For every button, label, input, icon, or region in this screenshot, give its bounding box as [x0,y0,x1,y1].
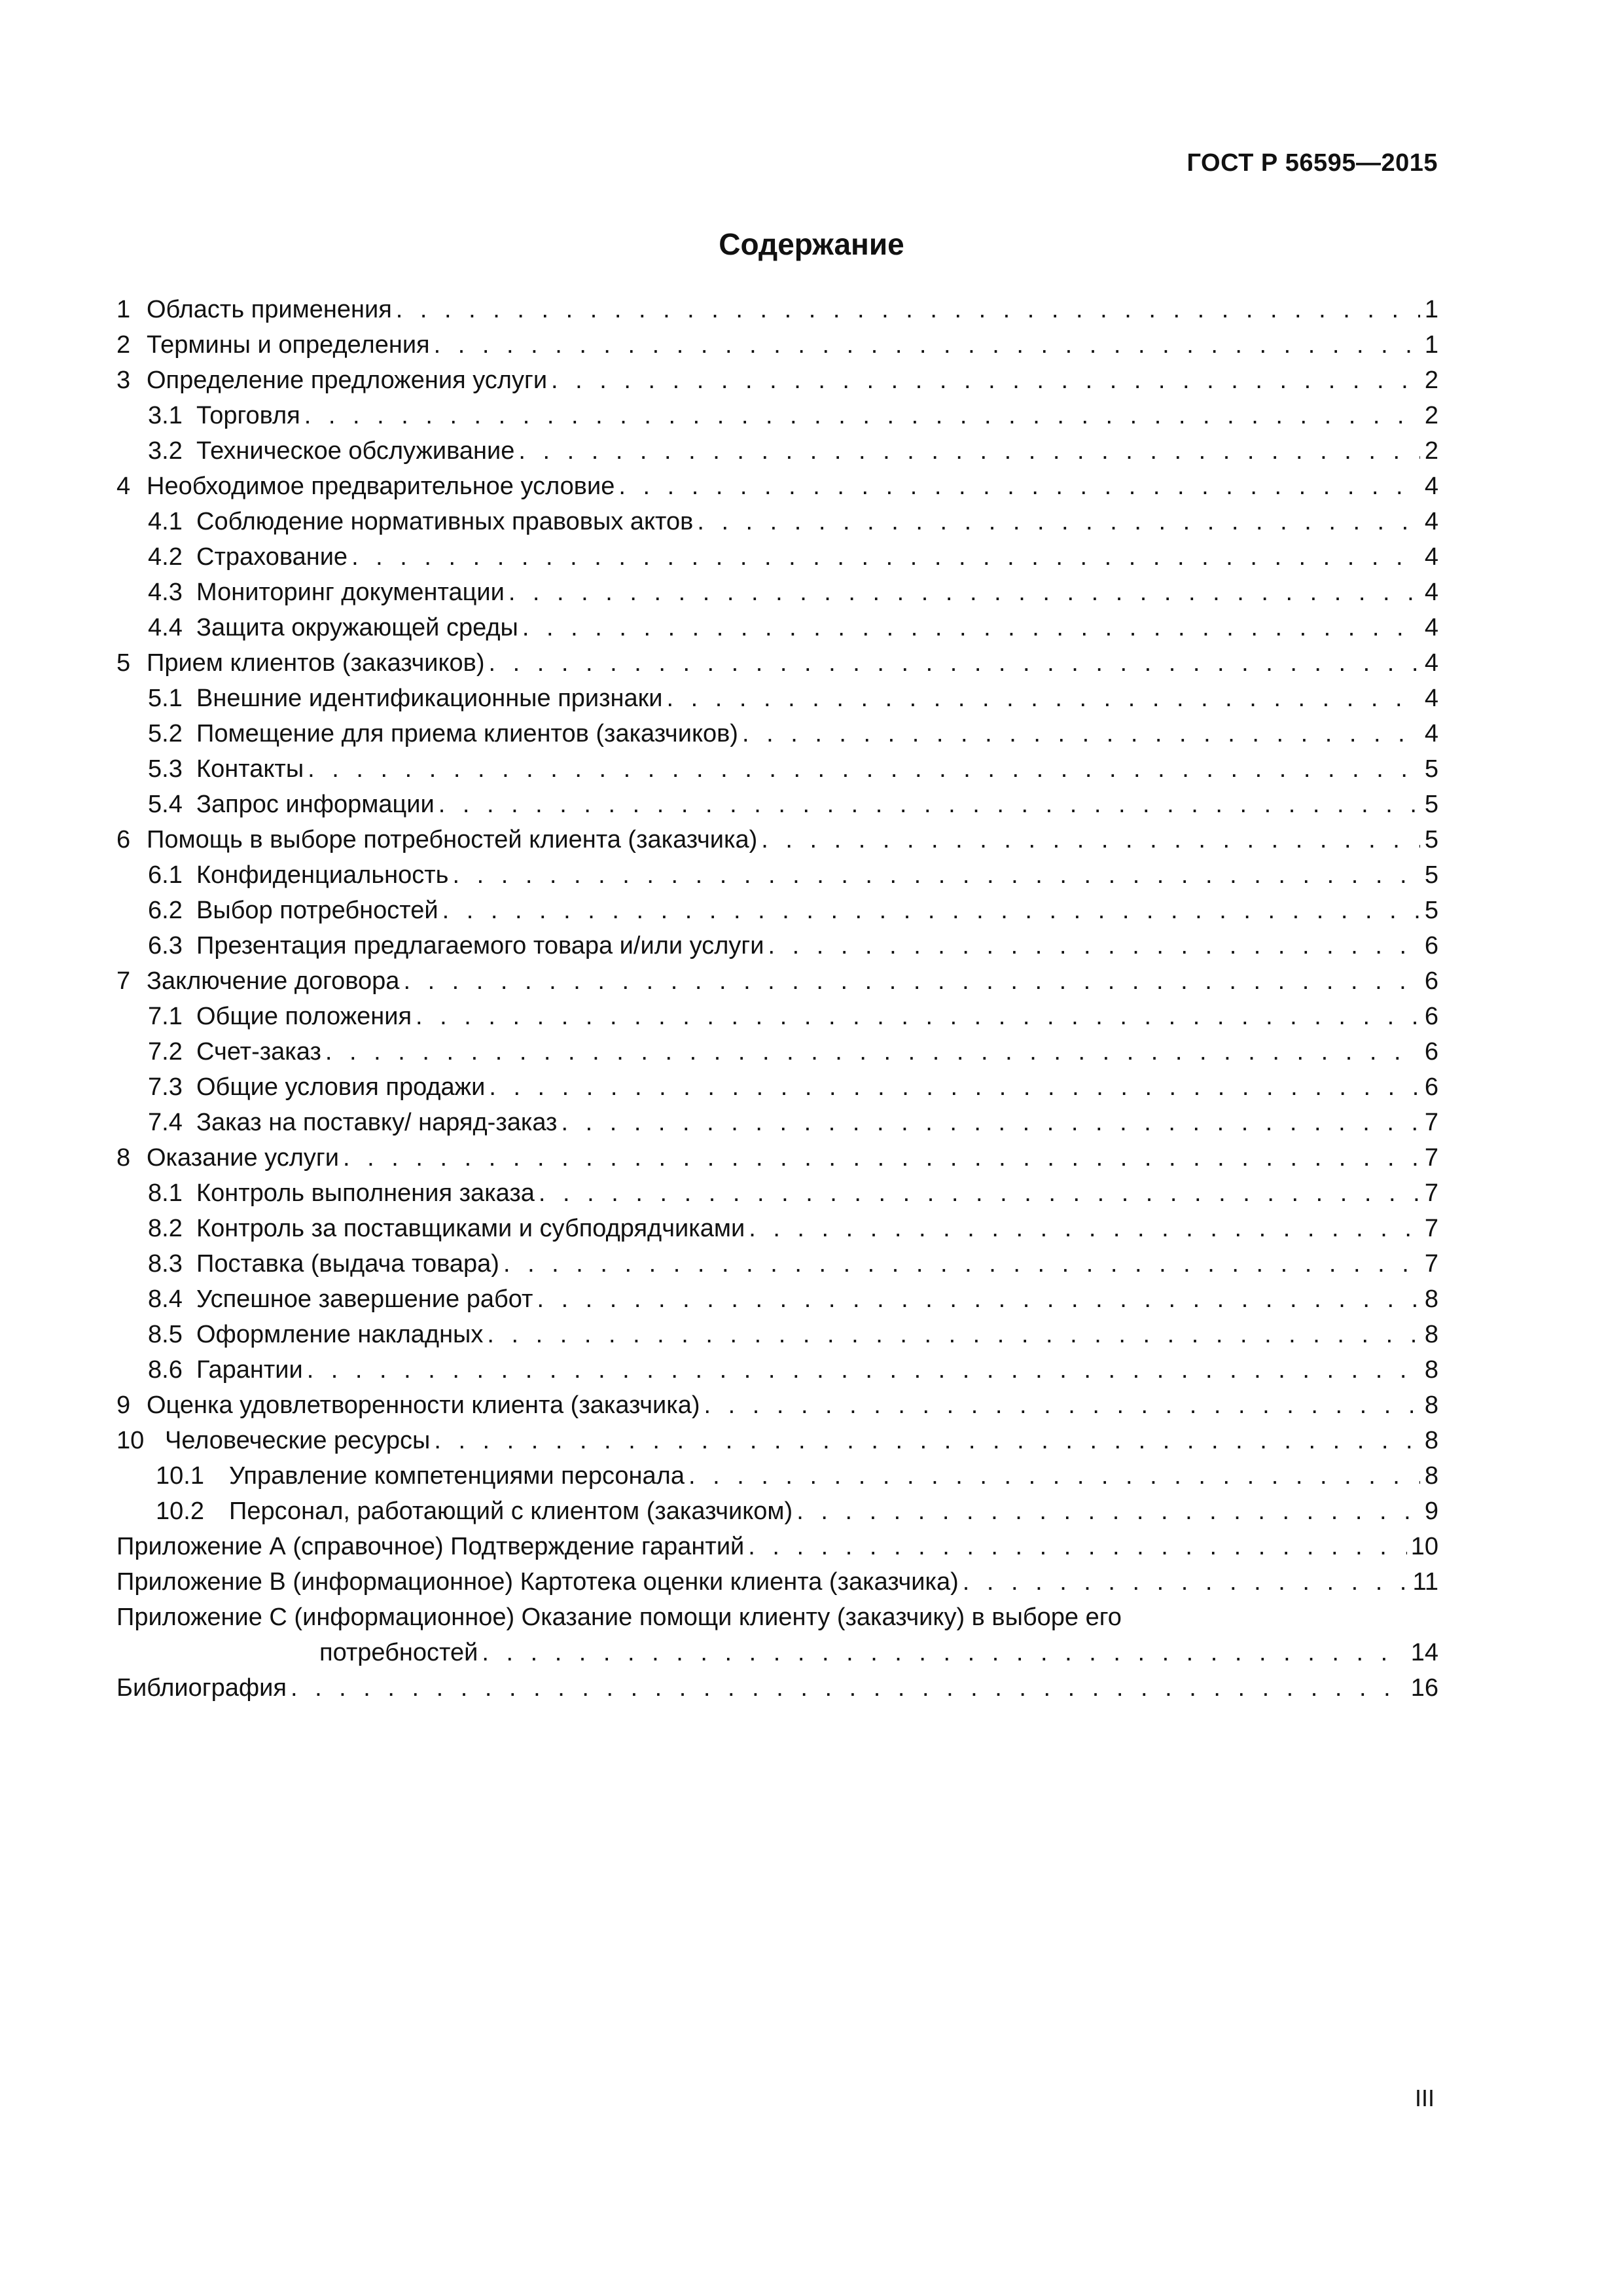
toc-page: 1 [1424,296,1438,323]
toc-page: 8 [1424,1321,1438,1348]
toc-entry[interactable] [116,433,1438,469]
toc-page: 8 [1424,1285,1438,1313]
toc-title: Оценка удовлетворенности клиента (заказчика) [147,1391,700,1419]
toc-number: 8 [116,1144,131,1172]
table-of-contents [116,292,1438,1706]
toc-title: Контроль за поставщиками и субподрядчиками [196,1215,745,1242]
toc-number: 1 [116,296,131,323]
toc-number: 5.4 [148,791,183,818]
toc-entry[interactable] [116,1069,1438,1105]
toc-page: 6 [1424,1073,1438,1101]
toc-number: 10.2 [156,1498,204,1525]
toc-number: 3 [116,367,131,394]
toc-entry[interactable] [116,1246,1438,1282]
toc-leader [697,504,1420,539]
toc-number: 6.2 [148,897,183,924]
toc-entry[interactable] [116,1388,1438,1423]
toc-page: 6 [1424,932,1438,960]
toc-entry[interactable] [116,716,1438,751]
toc-entry[interactable] [116,575,1438,610]
toc-leader [688,1458,1420,1494]
toc-title: Общие условия продажи [196,1073,486,1101]
toc-leader [503,1246,1420,1282]
toc-title: Персонал, работающий с клиентом (заказчиком) [229,1498,793,1525]
toc-page: 4 [1424,614,1438,641]
toc-leader [518,433,1420,469]
toc-entry[interactable] [116,1105,1438,1140]
toc-entry[interactable] [116,928,1438,963]
toc-page: 4 [1424,649,1438,677]
toc-page: 8 [1424,1391,1438,1419]
toc-leader [434,327,1420,363]
toc-title: Определение предложения услуги [147,367,548,394]
toc-number: 5.2 [148,720,183,747]
toc-leader [438,787,1420,822]
toc-page: 8 [1424,1427,1438,1454]
toc-leader [761,822,1420,857]
toc-number: 8.5 [148,1321,183,1348]
toc-number: 5.3 [148,755,183,783]
toc-title: Помещение для приема клиентов (заказчиков) [196,720,738,747]
toc-page: 6 [1424,1038,1438,1066]
toc-number: 6 [116,826,131,853]
toc-title: Торговля [196,402,300,429]
toc-number: 7.3 [148,1073,183,1101]
toc-entry[interactable] [116,469,1438,504]
toc-number: 3.2 [148,437,183,465]
toc-number: 4.1 [148,508,183,535]
toc-title: Заключение договора [147,967,400,995]
toc-number: 10 [116,1427,145,1454]
toc-number: 9 [116,1391,131,1419]
toc-leader [508,575,1420,610]
toc-number: 8.1 [148,1179,183,1207]
toc-entry[interactable] [116,787,1438,822]
toc-number: 4.4 [148,614,183,641]
toc-page: 14 [1410,1639,1438,1666]
toc-leader [489,1069,1420,1105]
toc-leader [452,857,1420,893]
toc-bibliography[interactable] [116,1670,1438,1706]
toc-page: 1 [1424,331,1438,359]
toc-leader [537,1282,1420,1317]
toc-number: 8.3 [148,1250,183,1278]
toc-number: 8.2 [148,1215,183,1242]
toc-title: Техническое обслуживание [196,437,515,465]
toc-appendix-c-line2[interactable] [116,1635,1438,1670]
toc-page: 8 [1424,1356,1438,1384]
toc-page: 4 [1424,720,1438,747]
toc-appendix-c-line1[interactable]: Приложение С (информационное) Оказание помощи клиенту (заказчику) в выборе его [116,1604,1122,1631]
toc-page: 5 [1424,755,1438,783]
toc-entry[interactable] [116,1034,1438,1069]
toc-page: 8 [1424,1462,1438,1490]
toc-entry[interactable] [116,398,1438,433]
toc-entry[interactable] [116,963,1438,999]
toc-page: 4 [1424,473,1438,500]
toc-title: Мониторинг документации [196,579,505,606]
toc-title: Счет-заказ [196,1038,321,1066]
toc-entry[interactable] [116,1317,1438,1352]
toc-title: Необходимое предварительное условие [147,473,615,500]
document-code: ГОСТ Р 56595—2015 [1186,149,1438,177]
toc-leader [482,1635,1406,1670]
toc-entry[interactable] [116,1458,1438,1494]
toc-entry[interactable] [116,751,1438,787]
toc-title: Контакты [196,755,304,783]
toc-leader [742,716,1420,751]
toc-entry[interactable] [116,504,1438,539]
toc-title: Защита окружающей среды [196,614,518,641]
toc-leader [325,1034,1420,1069]
toc-title: Соблюдение нормативных правовых актов [196,508,694,535]
toc-page: 4 [1424,508,1438,535]
toc-page: 9 [1424,1498,1438,1525]
toc-leader [561,1105,1420,1140]
toc-leader [291,1670,1407,1706]
toc-appendix-a[interactable] [116,1529,1438,1564]
toc-page: 11 [1412,1568,1438,1596]
toc-page: 4 [1424,579,1438,606]
toc-title: Гарантии [196,1356,303,1384]
toc-number: 4.2 [148,543,183,571]
toc-page: 6 [1424,967,1438,995]
toc-title: Оформление накладных [196,1321,484,1348]
toc-entry[interactable] [116,893,1438,928]
toc-leader [442,893,1420,928]
toc-page: 2 [1424,367,1438,394]
toc-entry[interactable] [116,857,1438,893]
toc-appendix-b[interactable] [116,1564,1438,1600]
toc-entry[interactable] [116,999,1438,1034]
toc-entry[interactable] [116,1423,1438,1458]
toc-leader [768,928,1421,963]
toc-leader [434,1423,1420,1458]
toc-page: 2 [1424,402,1438,429]
toc-number: 7.4 [148,1109,183,1136]
toc-number: 8.4 [148,1285,183,1313]
toc-leader [539,1175,1420,1211]
toc-number: 10.1 [156,1462,204,1490]
toc-title: Страхование [196,543,348,571]
toc-title: Приложение В (информационное) Картотека оценки клиента (заказчика) [116,1568,959,1596]
toc-number: 5.1 [148,685,183,712]
toc-page: 7 [1424,1144,1438,1172]
toc-title: Человеческие ресурсы [165,1427,431,1454]
toc-page: 7 [1424,1215,1438,1242]
toc-entry[interactable] [116,539,1438,575]
toc-leader [704,1388,1420,1423]
toc-title: Общие положения [196,1003,412,1030]
toc-page: 2 [1424,437,1438,465]
toc-title: Контроль выполнения заказа [196,1179,535,1207]
toc-entry[interactable] [116,1140,1438,1175]
toc-title: Выбор потребностей [196,897,438,924]
toc-leader [351,539,1420,575]
toc-entry[interactable] [116,1175,1438,1211]
toc-title: Управление компетенциями персонала [229,1462,685,1490]
toc-leader [522,610,1420,645]
toc-title: Оказание услуги [147,1144,340,1172]
toc-leader [667,681,1420,716]
toc-page: 6 [1424,1003,1438,1030]
toc-title: Успешное завершение работ [196,1285,533,1313]
toc-number: 2 [116,331,131,359]
toc-leader [749,1211,1420,1246]
toc-title: Заказ на поставку/ наряд-заказ [196,1109,558,1136]
toc-title: Приложение А (справочное) Подтверждение гарантий [116,1533,745,1560]
toc-leader [304,398,1420,433]
toc-page: 5 [1424,897,1438,924]
toc-entry[interactable] [116,327,1438,363]
toc-number: 8.6 [148,1356,183,1384]
toc-number: 6.1 [148,861,183,889]
toc-leader [343,1140,1420,1175]
toc-entry[interactable] [116,1282,1438,1317]
toc-title: Термины и определения [147,331,430,359]
toc-leader [748,1529,1406,1564]
toc-leader [487,1317,1420,1352]
toc-page: 7 [1424,1179,1438,1207]
toc-number: 4 [116,473,131,500]
toc-title: потребностей [319,1639,478,1666]
toc-page: 5 [1424,826,1438,853]
toc-page: 16 [1410,1674,1438,1702]
toc-leader [307,1352,1420,1388]
toc-leader [963,1564,1409,1600]
toc-page: 4 [1424,685,1438,712]
toc-number: 5 [116,649,131,677]
toc-page: 7 [1424,1250,1438,1278]
toc-title: Прием клиентов (заказчиков) [147,649,485,677]
toc-number: 4.3 [148,579,183,606]
toc-leader [796,1494,1420,1529]
toc-page: 5 [1424,861,1438,889]
toc-leader [489,645,1420,681]
toc-entry[interactable] [116,1494,1438,1529]
toc-title: Запрос информации [196,791,435,818]
toc-number: 7.2 [148,1038,183,1066]
toc-entry[interactable] [116,645,1438,681]
toc-number: 6.3 [148,932,183,960]
toc-page: 4 [1424,543,1438,571]
toc-entry[interactable] [116,822,1438,857]
toc-title: Поставка (выдача товара) [196,1250,499,1278]
toc-leader [308,751,1420,787]
toc-leader [416,999,1420,1034]
toc-leader [403,963,1420,999]
toc-title: Помощь в выборе потребностей клиента (заказчика) [147,826,758,853]
toc-page: 10 [1410,1533,1438,1560]
toc-leader [396,292,1420,327]
toc-number: 7 [116,967,131,995]
toc-entry[interactable] [116,292,1438,327]
toc-title: Презентация предлагаемого товара и/или услуги [196,932,764,960]
toc-entry[interactable] [116,1352,1438,1388]
toc-title: Внешние идентификационные признаки [196,685,663,712]
page-title: Содержание [719,227,904,261]
toc-number: 3.1 [148,402,183,429]
toc-title: Библиография [116,1674,287,1702]
toc-page: 5 [1424,791,1438,818]
toc-page: 7 [1424,1109,1438,1136]
toc-number: 7.1 [148,1003,183,1030]
toc-title: Область применения [147,296,392,323]
toc-entry[interactable] [116,1211,1438,1246]
toc-entry[interactable] [116,681,1438,716]
toc-leader [551,363,1420,398]
toc-leader [618,469,1420,504]
toc-title: Конфиденциальность [196,861,449,889]
toc-entry[interactable] [116,610,1438,645]
page-number: III [1414,2085,1435,2111]
toc-entry[interactable] [116,363,1438,398]
